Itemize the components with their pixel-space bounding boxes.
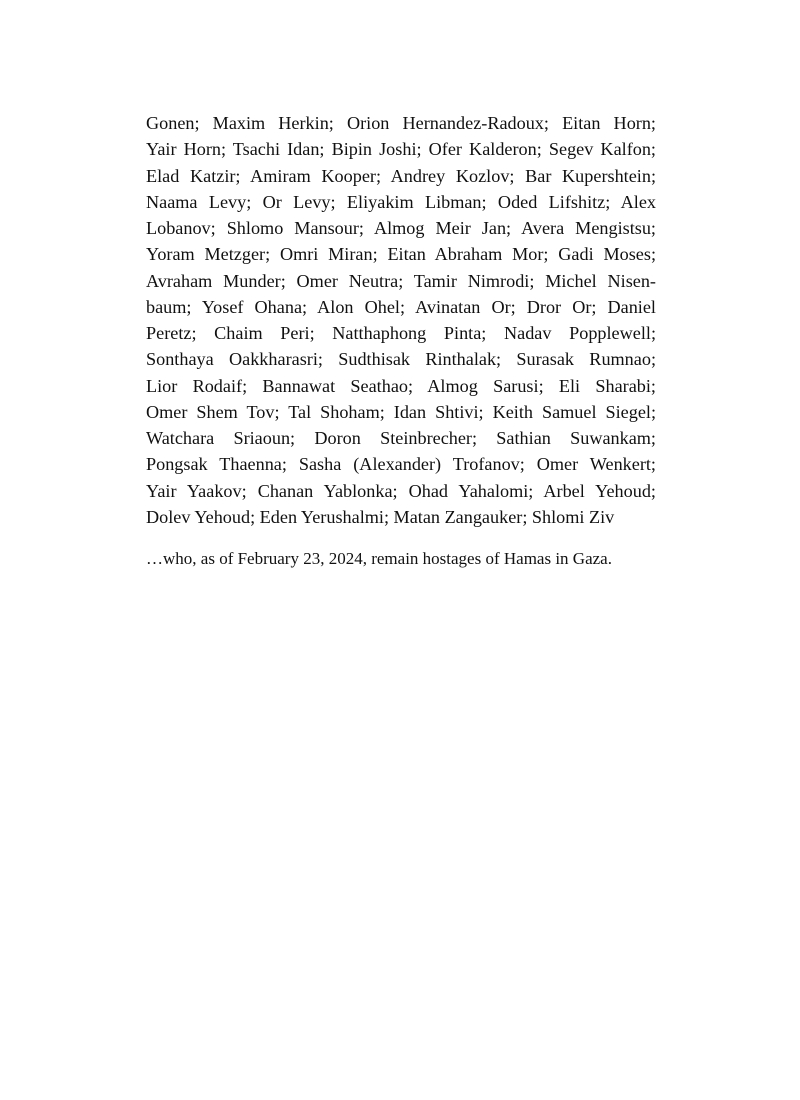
names-line: Watchara Sriaoun; Doron Steinbrecher; Sathian Suwankam; <box>146 428 656 448</box>
names-line: baum; Yosef Ohana; Alon Ohel; Avinatan Or; Dror Or; Daniel <box>146 296 656 317</box>
names-line: Elad Katzir; Amiram Kooper; Andrey Kozlov; Bar Kupershtein; <box>146 165 656 186</box>
names-line: Omer Shem Tov; Tal Shoham; Idan Shtivi; Keith Samuel Siegel; <box>146 401 656 422</box>
page-content <box>146 110 656 571</box>
caption-text: …who, as of February 23, 2024, remain hostages of Hamas in Gaza. <box>146 549 612 568</box>
names-line: Yoram Metzger; Omri Miran; Eitan Abraham Mor; Gadi Moses; <box>146 244 656 265</box>
names-line: Naama Levy; Or Levy; Eliyakim Libman; Oded Lifshitz; Alex <box>146 191 656 212</box>
names-line: Avraham Munder; Omer Neutra; Tamir Nimrodi; Michel Nisen- <box>146 270 656 291</box>
names-line-last: Dolev Yehoud; Eden Yerushalmi; Matan Zangauker; Shlomi Ziv <box>146 506 615 527</box>
names-line: Lobanov; Shlomo Mansour; Almog Meir Jan; Avera Mengistsu; <box>146 218 656 238</box>
hostage-names-paragraph <box>146 110 656 530</box>
names-line: Yair Yaakov; Chanan Yablonka; Ohad Yahalomi; Arbel Yehoud; <box>146 480 656 501</box>
names-line: Peretz; Chaim Peri; Natthaphong Pinta; Nadav Popplewell; <box>146 323 656 343</box>
names-line: Gonen; Maxim Herkin; Orion Hernandez-Radoux; Eitan Horn; <box>146 113 656 133</box>
names-line: Pongsak Thaenna; Sasha (Alexander) Trofanov; Omer Wenkert; <box>146 454 656 475</box>
names-line: Yair Horn; Tsachi Idan; Bipin Joshi; Ofer Kalderon; Segev Kalfon; <box>146 139 656 160</box>
names-line: Lior Rodaif; Bannawat Seathao; Almog Sarusi; Eli Sharabi; <box>146 375 656 396</box>
names-line: Sonthaya Oakkharasri; Sudthisak Rinthalak; Surasak Rumnao; <box>146 349 656 370</box>
